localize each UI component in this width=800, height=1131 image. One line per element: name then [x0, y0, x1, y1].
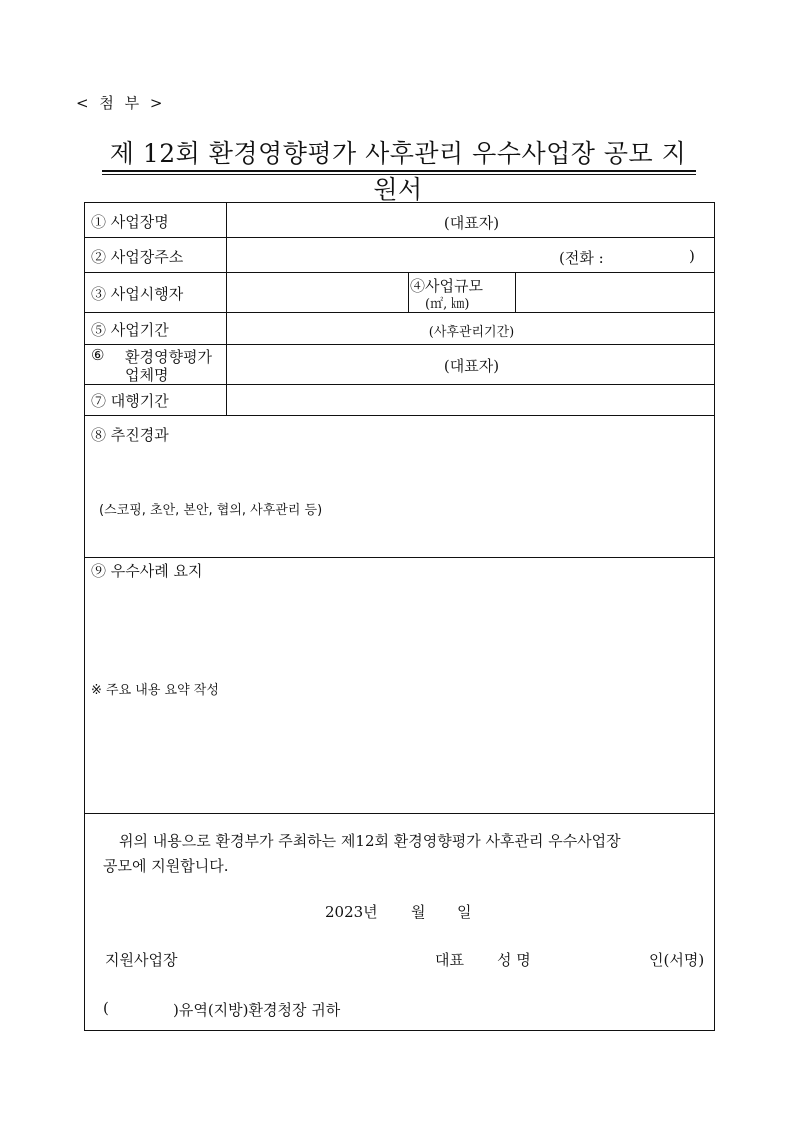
progress-label: ⑧ 추진경과 [91, 426, 169, 444]
representative-label: 대표 [435, 951, 464, 969]
agency-period-label: ⑦ 대행기간 [91, 392, 169, 410]
date-year[interactable]: 2023년 [325, 903, 378, 921]
business-name-label: ① 사업장명 [91, 213, 169, 231]
address-phone-close: ) [689, 247, 695, 265]
progress-hint[interactable]: (스코핑, 초안, 본안, 협의, 사후관리 등) [99, 503, 323, 518]
application-form [84, 202, 715, 1031]
seal-label[interactable]: 인(서명) [649, 951, 705, 969]
scale-field[interactable] [516, 272, 716, 312]
address-phone-hint[interactable]: (전화 : [559, 249, 604, 267]
period-field[interactable]: (사후관리기간) [428, 325, 515, 340]
date-day[interactable]: 일 [457, 903, 472, 921]
title-underline [102, 170, 696, 172]
eia-agency-label-num: ⑥ [91, 346, 105, 364]
scale-label: ④사업규모 [410, 277, 483, 295]
applicant-label: 지원사업장 [105, 951, 178, 969]
agency-period-field[interactable] [227, 384, 716, 415]
eia-agency-field[interactable]: (대표자) [443, 357, 500, 375]
attachment-label: < 첨 부 > [76, 94, 166, 112]
address-label: ② 사업장주소 [91, 248, 184, 266]
recipient: )유역(지방)환경청장 귀하 [173, 1001, 341, 1019]
operator-field[interactable] [227, 272, 408, 312]
operator-label: ③ 사업시행자 [91, 285, 184, 303]
row-divider [85, 813, 714, 814]
row-divider [85, 415, 714, 416]
row-divider [85, 557, 714, 558]
row-divider [85, 312, 714, 313]
business-name-field[interactable]: (대표자) [443, 214, 500, 232]
eia-agency-label: 환경영향평가 [125, 348, 212, 366]
scale-divider [408, 272, 409, 312]
name-label: 성 명 [497, 951, 531, 969]
title-underline-thin [102, 174, 696, 175]
declaration-line2: 공모에 지원합니다. [103, 857, 229, 875]
row-divider [85, 237, 714, 238]
recipient-open: ( [103, 999, 109, 1017]
date-month[interactable]: 월 [411, 903, 426, 921]
row-divider [85, 344, 714, 345]
scale-unit: (㎡, ㎞) [425, 297, 470, 312]
best-practice-hint[interactable]: ※ 주요 내용 요약 작성 [91, 683, 219, 698]
best-practice-label: ⑨ 우수사례 요지 [91, 562, 203, 580]
period-label: ⑤ 사업기간 [91, 321, 169, 339]
eia-agency-label-2: 업체명 [125, 366, 169, 384]
page-title: 제 12회 환경영향평가 사후관리 우수사업장 공모 지원서 [109, 139, 687, 204]
declaration-line1: 위의 내용으로 환경부가 주최하는 제12회 환경영향평가 사후관리 우수사업장 [119, 832, 621, 850]
